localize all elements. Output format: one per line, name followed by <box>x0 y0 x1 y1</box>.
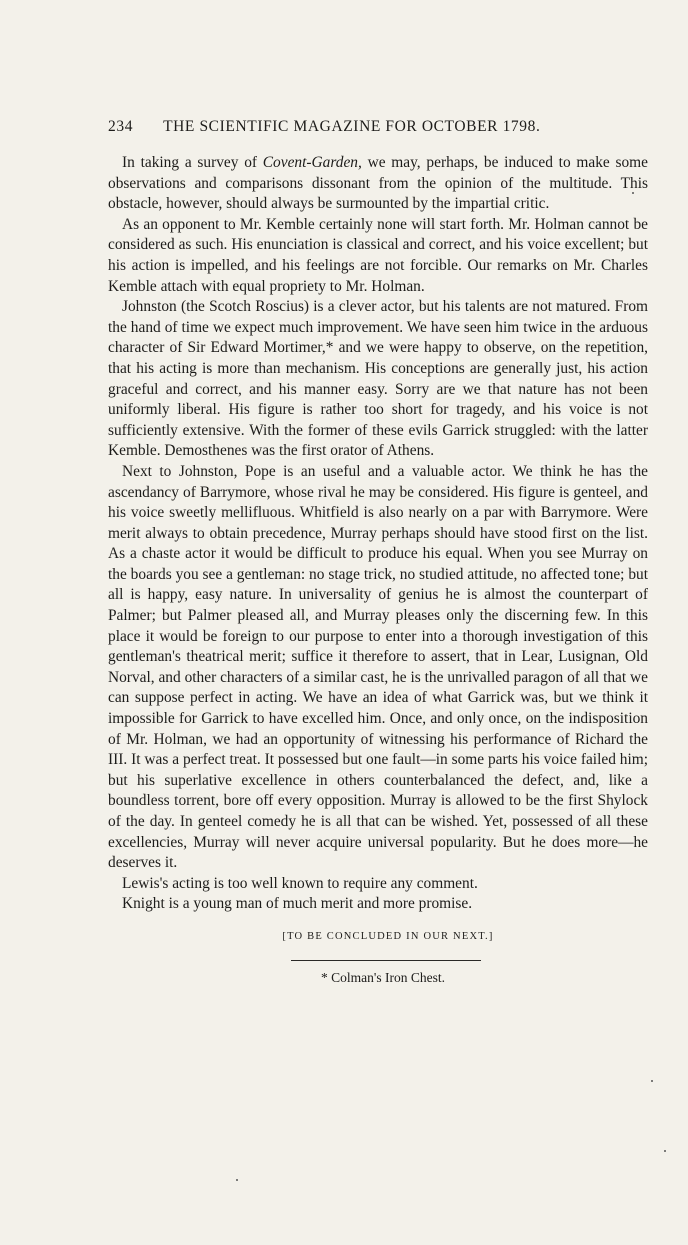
running-head-title: THE SCIENTIFIC MAGAZINE FOR OCTOBER 1798. <box>163 118 541 135</box>
running-head <box>108 118 648 136</box>
paragraph-text: Johnston (the Scotch Roscius) is a clever actor, but his talents are not matured. From the hand of time we expect much improvement. We have seen him twice in the arduous character of Sir Edward Mortimer,* and we were happy to observe, on the repetition, that his acting is more than mechanism. His conceptions are generally just, his action graceful and correct, and his manner easy. Sorry are we that nature has not been uniformly liberal. His figure is rather too short for tragedy, and his voice is not sufficiently extensive. With the former of these evils Garrick struggled: with the latter Kemble. Demosthenes was the first orator of Athens. <box>108 298 648 460</box>
paragraph-text: In taking a survey of <box>122 154 263 171</box>
article-paragraph <box>108 894 648 915</box>
print-speck <box>632 192 634 194</box>
footnote: * Colman's Iron Chest. <box>321 969 445 985</box>
print-speck <box>664 1150 666 1152</box>
print-speck <box>651 1080 653 1082</box>
article-paragraph <box>108 215 648 297</box>
paragraph-text: Next to Johnston, Pope is an useful and a valuable actor. We think he has the ascendancy of Barrymore, whose rival he may be considered. His figure is genteel, and his voice sweetly mellifluous. Whitfield is also nearly on a par with Barrymore. Were merit always to obtain precedence, Murray perhaps should have stood first on the list. As a chaste actor it would be difficult to produce his equal. When you see Murray on the boards you see a gentleman: no stage trick, no studied attitude, no affected tone; but all is happy, easy nature. In universality of genius he is almost the counterpart of Palmer; but Palmer pleased all, and Murray pleases only the discerning few. In this place it would be foreign to our purpose to enter into a thorough investigation of this gentleman's theatrical merit; suffice it therefore to assert, that in Lear, Lusignan, Old Norval, and other characters of a similar cast, he is the unrivalled paragon of all that we can suppose perfect in acting. We have an idea of what Garrick was, but we think it impossible for Garrick to have excelled him. Once, and only once, on the indisposition of Mr. Holman, we had an opportunity of witnessing his performance of Richard the III. It was a perfect treat. It possessed but one fault—in some parts his voice failed him; but his superlative excellence in others counterbalanced the defect, and, like a boundless torrent, bore off every opposition. Murray is allowed to be the first Shylock of the day. In genteel comedy he is all that can be wished. Yet, possessed of all these excellencies, Murray will never acquire universal popularity. But he does more—he deserves it. <box>108 462 648 872</box>
paragraph-text: As an opponent to Mr. Kemble certainly none will start forth. Mr. Holman cannot be considered as such. His enunciation is classical and correct, and his voice excellent; but his action is impelled, and his feelings are not forcible. Our remarks on Mr. Charles Kemble attach with equal propriety to Mr. Holman. <box>108 215 648 295</box>
paragraph-text: Lewis's acting is too well known to require any comment. <box>122 874 478 892</box>
print-speck <box>236 1179 238 1181</box>
paragraph-text: we may, perhaps, be induced to make some observations and comparisons dissonant from the opinion of the multitude. This obstacle, however, should always be surmounted by the impartial critic. <box>108 154 648 213</box>
article-body <box>108 153 648 915</box>
paragraph-text: Knight is a young man of much merit and more promise. <box>122 895 473 913</box>
article-paragraph <box>108 462 648 874</box>
article-paragraph <box>108 297 648 462</box>
footnote-rule <box>291 960 481 961</box>
continuation-note: [TO BE CONCLUDED IN OUR NEXT.] <box>282 930 494 942</box>
page-number: 234 <box>108 118 134 135</box>
italic-text: Covent-Garden, <box>262 154 362 171</box>
article-paragraph <box>108 153 648 215</box>
article-paragraph <box>108 874 648 895</box>
magazine-page <box>108 118 648 986</box>
